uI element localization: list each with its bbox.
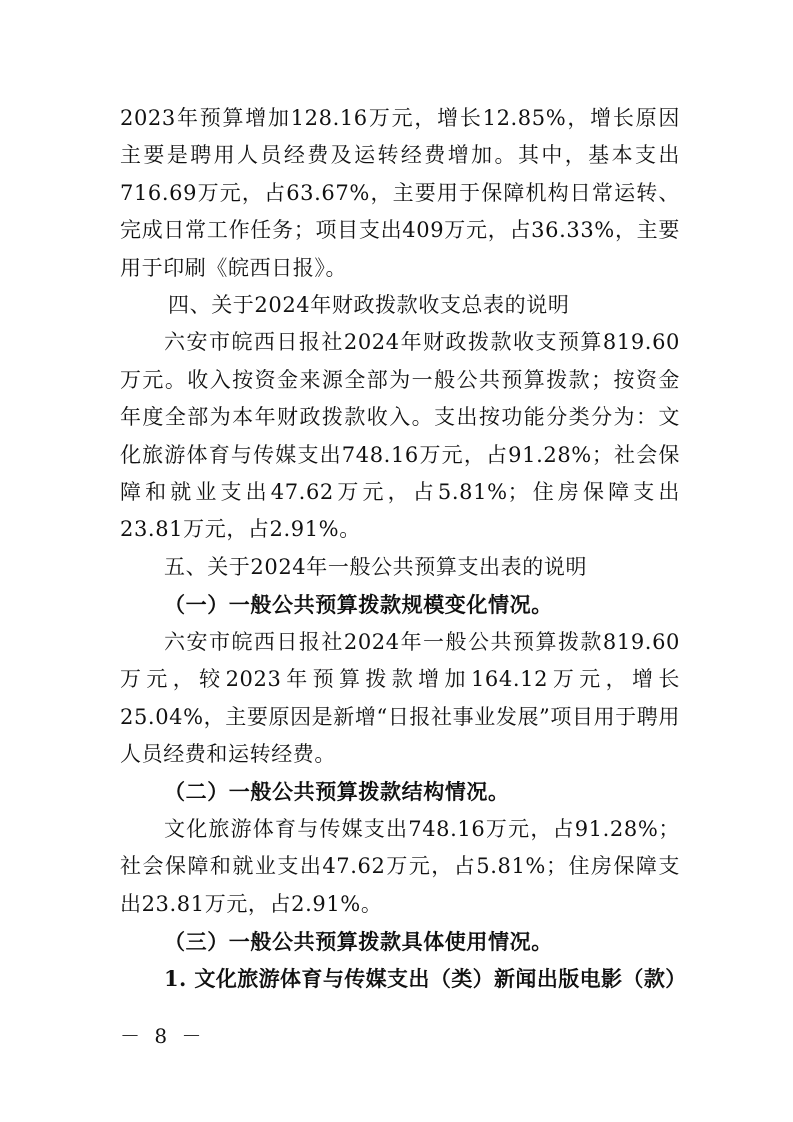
heading-subsection-5-3: （三）一般公共预算拨款具体使用情况。 <box>164 928 553 954</box>
paragraph-scale-change: 六安市皖西日报社2024年一般公共预算拨款819.60万元，较2023年预算拨款增加164.12万元，增长25.04%，主要原因是新增“日报社事业发展”项目用于聘用人员经费和运转经费。 <box>120 629 680 766</box>
heading-item-5-3-1: 1. 文化旅游体育与传媒支出（类）新闻出版电影（款） <box>164 966 687 992</box>
heading-section-4: 四、关于2024年财政拨款收支总表的说明 <box>168 293 570 318</box>
heading-section-5: 五、关于2024年一般公共预算支出表的说明 <box>164 554 588 579</box>
paragraph-structure: 文化旅游体育与传媒支出748.16万元，占91.28%；社会保障和就业支出47.62万元，占5.81%；住房保障支出23.81万元，占2.91%。 <box>120 816 680 916</box>
heading-subsection-5-2: （二）一般公共预算拨款结构情况。 <box>164 779 510 805</box>
paragraph-budget-2023-change: 2023年预算增加128.16万元，增长12.85%，增长原因主要是聘用人员经费及运转经费增加。其中，基本支出716.69万元，占63.67%，主要用于保障机构日常运转、完成日常工作任务；项目支出409万元，占36.33%，主要用于印刷《皖西日报》。 <box>120 106 680 280</box>
page-content <box>120 100 687 998</box>
paragraph-fiscal-summary: 六安市皖西日报社2024年财政拨款收支预算819.60万元。收入按资金来源全部为一般公共预算拨款；按资金年度全部为本年财政拨款收入。支出按功能分类分为：文化旅游体育与传媒支出748.16万元，占91.28%；社会保障和就业支出47.62万元，占5.81%；住房保障支出23.81万元，占2.91%。 <box>120 330 680 542</box>
page-number: － 8 － <box>120 1024 206 1048</box>
heading-subsection-5-1: （一）一般公共预算拨款规模变化情况。 <box>164 592 553 618</box>
